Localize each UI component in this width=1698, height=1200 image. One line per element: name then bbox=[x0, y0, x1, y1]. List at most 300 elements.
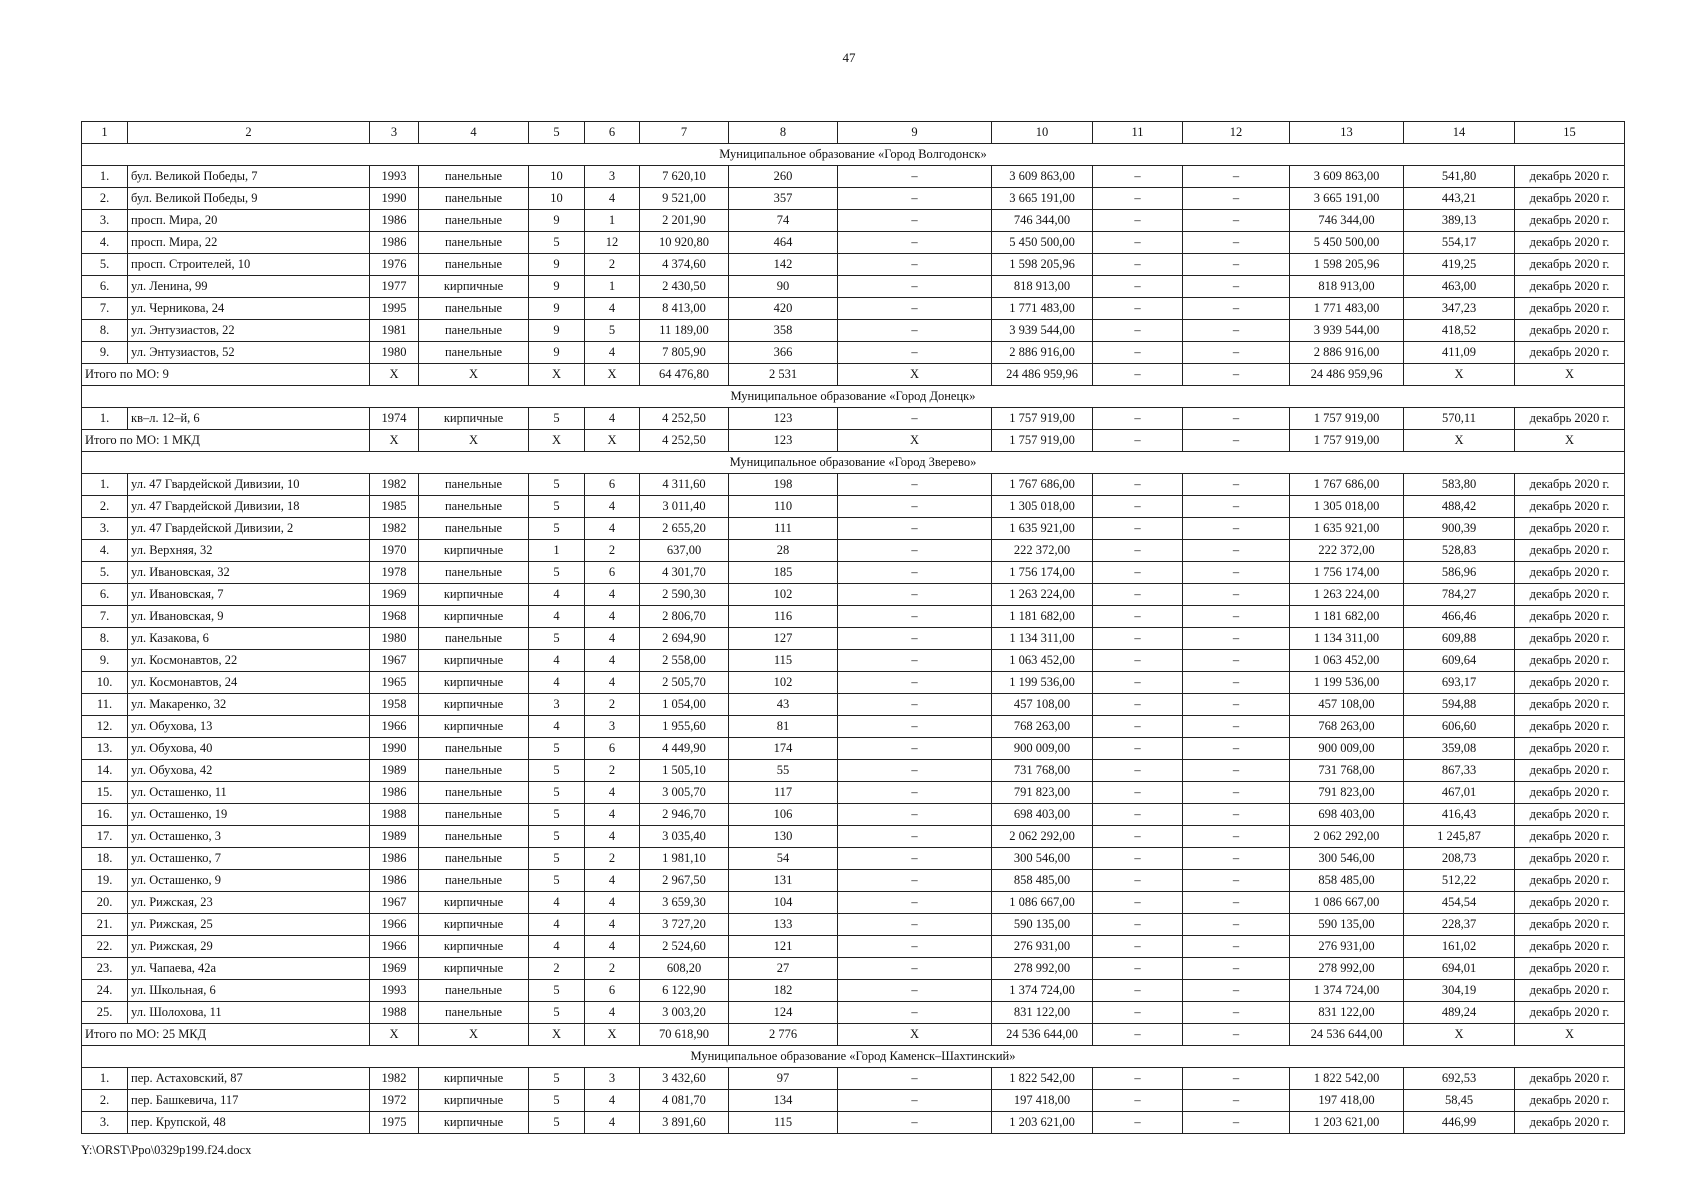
address-cell: ул. Казакова, 6 bbox=[128, 628, 370, 650]
total-label: Итого по МО: 9 bbox=[82, 364, 370, 386]
table-cell: 463,00 bbox=[1404, 276, 1515, 298]
address-cell: ул. Осташенко, 11 bbox=[128, 782, 370, 804]
table-cell: 4 bbox=[529, 892, 585, 914]
table-cell: 1 199 536,00 bbox=[992, 672, 1093, 694]
table-cell: 5 bbox=[529, 408, 585, 430]
table-cell: 1967 bbox=[370, 650, 419, 672]
address-cell: бул. Великой Победы, 9 bbox=[128, 188, 370, 210]
table-cell: 366 bbox=[729, 342, 838, 364]
row-number-cell: 2. bbox=[82, 188, 128, 210]
table-cell: 102 bbox=[729, 584, 838, 606]
total-cell: X bbox=[419, 1024, 529, 1046]
table-cell: 1977 bbox=[370, 276, 419, 298]
table-cell: 10 920,80 bbox=[640, 232, 729, 254]
table-cell: 3 bbox=[585, 1068, 640, 1090]
table-cell: – bbox=[838, 298, 992, 320]
table-cell: 1 134 311,00 bbox=[1290, 628, 1404, 650]
total-cell: X bbox=[529, 1024, 585, 1046]
table-row bbox=[82, 320, 1625, 342]
total-cell: X bbox=[370, 430, 419, 452]
table-cell: – bbox=[1183, 628, 1290, 650]
table-cell: декабрь 2020 г. bbox=[1515, 1068, 1625, 1090]
table-cell: 5 bbox=[529, 1112, 585, 1134]
table-cell: – bbox=[1093, 804, 1183, 826]
table-cell: 554,17 bbox=[1404, 232, 1515, 254]
total-label: Итого по МО: 25 МКД bbox=[82, 1024, 370, 1046]
table-cell: 6 bbox=[585, 738, 640, 760]
table-cell: декабрь 2020 г. bbox=[1515, 342, 1625, 364]
table-cell: 1 bbox=[585, 276, 640, 298]
table-cell: 4 bbox=[585, 1002, 640, 1024]
total-label: Итого по МО: 1 МКД bbox=[82, 430, 370, 452]
table-cell: – bbox=[1093, 1090, 1183, 1112]
table-cell: 7 620,10 bbox=[640, 166, 729, 188]
table-cell: 1968 bbox=[370, 606, 419, 628]
table-cell: 4 bbox=[585, 892, 640, 914]
table-row bbox=[82, 892, 1625, 914]
footer-file-path: Y:\ORST\Ppo\0329p199.f24.docx bbox=[81, 1143, 252, 1157]
table-cell: – bbox=[838, 254, 992, 276]
table-cell: – bbox=[1093, 342, 1183, 364]
row-number-cell: 2. bbox=[82, 496, 128, 518]
total-cell: 70 618,90 bbox=[640, 1024, 729, 1046]
table-cell: 3 665 191,00 bbox=[1290, 188, 1404, 210]
section-row bbox=[82, 452, 1625, 474]
table-cell: декабрь 2020 г. bbox=[1515, 782, 1625, 804]
table-cell: 3 035,40 bbox=[640, 826, 729, 848]
table-cell: 1 771 483,00 bbox=[1290, 298, 1404, 320]
table-cell: 1 134 311,00 bbox=[992, 628, 1093, 650]
row-number-cell: 14. bbox=[82, 760, 128, 782]
table-cell: 5 bbox=[529, 870, 585, 892]
table-cell: 58,45 bbox=[1404, 1090, 1515, 1112]
row-number-cell: 3. bbox=[82, 210, 128, 232]
table-cell: 900,39 bbox=[1404, 518, 1515, 540]
address-cell: ул. Черникова, 24 bbox=[128, 298, 370, 320]
total-cell: X bbox=[1404, 1024, 1515, 1046]
table-cell: панельные bbox=[419, 232, 529, 254]
table-cell: 2 505,70 bbox=[640, 672, 729, 694]
table-cell: – bbox=[1093, 980, 1183, 1002]
table-cell: 1 203 621,00 bbox=[992, 1112, 1093, 1134]
table-cell: 110 bbox=[729, 496, 838, 518]
table-cell: – bbox=[1183, 298, 1290, 320]
section-row bbox=[82, 1046, 1625, 1068]
table-row bbox=[82, 408, 1625, 430]
table-cell: декабрь 2020 г. bbox=[1515, 716, 1625, 738]
table-cell: 609,88 bbox=[1404, 628, 1515, 650]
table-cell: 134 bbox=[729, 1090, 838, 1112]
table-cell: 106 bbox=[729, 804, 838, 826]
table-cell: 4 bbox=[585, 1090, 640, 1112]
table-cell: декабрь 2020 г. bbox=[1515, 188, 1625, 210]
table-cell: 115 bbox=[729, 650, 838, 672]
section-title: Муниципальное образование «Город Волгодонск» bbox=[82, 144, 1625, 166]
table-cell: декабрь 2020 г. bbox=[1515, 320, 1625, 342]
table-cell: 4 bbox=[529, 914, 585, 936]
table-cell: – bbox=[838, 540, 992, 562]
table-cell: 1 822 542,00 bbox=[992, 1068, 1093, 1090]
total-cell: 1 757 919,00 bbox=[1290, 430, 1404, 452]
column-number: 14 bbox=[1404, 122, 1515, 144]
table-cell: – bbox=[838, 848, 992, 870]
table-cell: – bbox=[1183, 716, 1290, 738]
table-cell: панельные bbox=[419, 738, 529, 760]
table-cell: кирпичные bbox=[419, 606, 529, 628]
address-cell: просп. Мира, 20 bbox=[128, 210, 370, 232]
table-cell: 609,64 bbox=[1404, 650, 1515, 672]
table-cell: панельные bbox=[419, 1002, 529, 1024]
table-cell: декабрь 2020 г. bbox=[1515, 584, 1625, 606]
row-number-cell: 4. bbox=[82, 540, 128, 562]
row-number-cell: 21. bbox=[82, 914, 128, 936]
row-number-cell: 2. bbox=[82, 1090, 128, 1112]
table-cell: 121 bbox=[729, 936, 838, 958]
table-cell: – bbox=[838, 628, 992, 650]
address-cell: ул. Осташенко, 3 bbox=[128, 826, 370, 848]
table-cell: – bbox=[838, 782, 992, 804]
table-cell: – bbox=[1183, 980, 1290, 1002]
table-cell: – bbox=[1093, 848, 1183, 870]
table-cell: 55 bbox=[729, 760, 838, 782]
section-title: Муниципальное образование «Город Каменск–Шахтинский» bbox=[82, 1046, 1625, 1068]
address-cell: ул. Космонавтов, 24 bbox=[128, 672, 370, 694]
table-cell: 5 bbox=[529, 738, 585, 760]
table-cell: – bbox=[1093, 606, 1183, 628]
table-cell: декабрь 2020 г. bbox=[1515, 210, 1625, 232]
table-cell: – bbox=[1183, 540, 1290, 562]
table-cell: – bbox=[1093, 782, 1183, 804]
table-cell: 12 bbox=[585, 232, 640, 254]
table-cell: 608,20 bbox=[640, 958, 729, 980]
table-cell: – bbox=[838, 232, 992, 254]
total-cell: 24 536 644,00 bbox=[992, 1024, 1093, 1046]
row-number-cell: 6. bbox=[82, 584, 128, 606]
table-row bbox=[82, 276, 1625, 298]
table-cell: 1 505,10 bbox=[640, 760, 729, 782]
column-number: 8 bbox=[729, 122, 838, 144]
table-cell: 1 767 686,00 bbox=[1290, 474, 1404, 496]
column-number: 11 bbox=[1093, 122, 1183, 144]
table-cell: – bbox=[1093, 298, 1183, 320]
table-cell: 276 931,00 bbox=[992, 936, 1093, 958]
table-cell: 1 955,60 bbox=[640, 716, 729, 738]
table-cell: 411,09 bbox=[1404, 342, 1515, 364]
table-row bbox=[82, 188, 1625, 210]
table-cell: 1995 bbox=[370, 298, 419, 320]
table-cell: 1 245,87 bbox=[1404, 826, 1515, 848]
table-cell: 768 263,00 bbox=[992, 716, 1093, 738]
table-cell: 3 939 544,00 bbox=[1290, 320, 1404, 342]
address-cell: ул. Энтузиастов, 52 bbox=[128, 342, 370, 364]
table-cell: 11 189,00 bbox=[640, 320, 729, 342]
table-cell: декабрь 2020 г. bbox=[1515, 694, 1625, 716]
table-cell: панельные bbox=[419, 760, 529, 782]
table-cell: 124 bbox=[729, 1002, 838, 1024]
table-cell: 900 009,00 bbox=[992, 738, 1093, 760]
table-cell: 4 bbox=[585, 496, 640, 518]
table-cell: 300 546,00 bbox=[992, 848, 1093, 870]
table-cell: 1980 bbox=[370, 628, 419, 650]
table-cell: 4 bbox=[585, 782, 640, 804]
table-row bbox=[82, 210, 1625, 232]
table-cell: – bbox=[1183, 232, 1290, 254]
table-cell: 130 bbox=[729, 826, 838, 848]
column-number: 3 bbox=[370, 122, 419, 144]
table-cell: – bbox=[1093, 936, 1183, 958]
table-cell: 1986 bbox=[370, 870, 419, 892]
table-cell: 693,17 bbox=[1404, 672, 1515, 694]
table-cell: – bbox=[838, 1090, 992, 1112]
total-cell: 24 536 644,00 bbox=[1290, 1024, 1404, 1046]
table-cell: 389,13 bbox=[1404, 210, 1515, 232]
table-cell: 4 374,60 bbox=[640, 254, 729, 276]
table-cell: панельные bbox=[419, 628, 529, 650]
table-cell: панельные bbox=[419, 518, 529, 540]
table-cell: 54 bbox=[729, 848, 838, 870]
table-cell: декабрь 2020 г. bbox=[1515, 1090, 1625, 1112]
table-cell: 637,00 bbox=[640, 540, 729, 562]
table-cell: кирпичные bbox=[419, 892, 529, 914]
total-row bbox=[82, 430, 1625, 452]
table-cell: 443,21 bbox=[1404, 188, 1515, 210]
table-cell: 4 449,90 bbox=[640, 738, 729, 760]
table-cell: – bbox=[1093, 540, 1183, 562]
row-number-cell: 19. bbox=[82, 870, 128, 892]
table-cell: – bbox=[1093, 672, 1183, 694]
total-cell: X bbox=[419, 364, 529, 386]
table-cell: декабрь 2020 г. bbox=[1515, 474, 1625, 496]
table-cell: кирпичные bbox=[419, 1090, 529, 1112]
table-cell: 2 bbox=[529, 958, 585, 980]
table-cell: – bbox=[1183, 408, 1290, 430]
table-cell: 111 bbox=[729, 518, 838, 540]
table-cell: – bbox=[838, 958, 992, 980]
row-number-cell: 8. bbox=[82, 320, 128, 342]
table-row bbox=[82, 606, 1625, 628]
table-row bbox=[82, 980, 1625, 1002]
table-cell: – bbox=[838, 980, 992, 1002]
table-cell: 278 992,00 bbox=[1290, 958, 1404, 980]
table-cell: – bbox=[838, 1068, 992, 1090]
table-cell: 5 450 500,00 bbox=[992, 232, 1093, 254]
table-cell: 6 122,90 bbox=[640, 980, 729, 1002]
table-cell: – bbox=[1183, 1112, 1290, 1134]
table-cell: 590 135,00 bbox=[1290, 914, 1404, 936]
table-cell: 6 bbox=[585, 474, 640, 496]
table-row bbox=[82, 496, 1625, 518]
table-cell: 791 823,00 bbox=[992, 782, 1093, 804]
table-cell: 5 bbox=[585, 320, 640, 342]
table-cell: 2 886 916,00 bbox=[1290, 342, 1404, 364]
table-row bbox=[82, 782, 1625, 804]
address-cell: ул. Рижская, 25 bbox=[128, 914, 370, 936]
table-cell: 457 108,00 bbox=[992, 694, 1093, 716]
section-row bbox=[82, 386, 1625, 408]
table-cell: 3 005,70 bbox=[640, 782, 729, 804]
table-cell: 27 bbox=[729, 958, 838, 980]
table-cell: 1985 bbox=[370, 496, 419, 518]
table-cell: 2 bbox=[585, 254, 640, 276]
total-cell: X bbox=[370, 1024, 419, 1046]
table-cell: декабрь 2020 г. bbox=[1515, 980, 1625, 1002]
row-number-cell: 5. bbox=[82, 562, 128, 584]
table-cell: панельные bbox=[419, 804, 529, 826]
table-cell: декабрь 2020 г. bbox=[1515, 298, 1625, 320]
table-cell: 102 bbox=[729, 672, 838, 694]
table-cell: 2 bbox=[585, 694, 640, 716]
table-cell: 81 bbox=[729, 716, 838, 738]
table-cell: 9 bbox=[529, 298, 585, 320]
table-cell: 4 bbox=[585, 584, 640, 606]
table-cell: 446,99 bbox=[1404, 1112, 1515, 1134]
table-cell: 4 bbox=[529, 584, 585, 606]
table-cell: 541,80 bbox=[1404, 166, 1515, 188]
table-cell: – bbox=[838, 760, 992, 782]
table-cell: 1993 bbox=[370, 166, 419, 188]
table-cell: 9 521,00 bbox=[640, 188, 729, 210]
table-cell: кирпичные bbox=[419, 672, 529, 694]
table-cell: 1958 bbox=[370, 694, 419, 716]
table-cell: 1966 bbox=[370, 914, 419, 936]
table-cell: 198 bbox=[729, 474, 838, 496]
table-cell: 1972 bbox=[370, 1090, 419, 1112]
table-cell: 1986 bbox=[370, 848, 419, 870]
table-cell: 1974 bbox=[370, 408, 419, 430]
total-cell: – bbox=[1093, 430, 1183, 452]
address-cell: ул. Обухова, 40 bbox=[128, 738, 370, 760]
table-cell: – bbox=[838, 276, 992, 298]
table-cell: – bbox=[838, 606, 992, 628]
row-number-cell: 7. bbox=[82, 606, 128, 628]
table-cell: – bbox=[1183, 606, 1290, 628]
table-cell: – bbox=[1183, 870, 1290, 892]
table-cell: 746 344,00 bbox=[992, 210, 1093, 232]
table-cell: кирпичные bbox=[419, 650, 529, 672]
table-cell: 2 bbox=[585, 540, 640, 562]
table-cell: 5 bbox=[529, 1002, 585, 1024]
table-cell: – bbox=[838, 892, 992, 914]
table-cell: 185 bbox=[729, 562, 838, 584]
table-row bbox=[82, 1090, 1625, 1112]
address-cell: ул. Макаренко, 32 bbox=[128, 694, 370, 716]
table-cell: – bbox=[1093, 1068, 1183, 1090]
table-cell: 304,19 bbox=[1404, 980, 1515, 1002]
row-number-cell: 1. bbox=[82, 408, 128, 430]
table-row bbox=[82, 166, 1625, 188]
column-number: 4 bbox=[419, 122, 529, 144]
table-cell: 4 bbox=[585, 650, 640, 672]
table-row bbox=[82, 848, 1625, 870]
table-cell: 1982 bbox=[370, 474, 419, 496]
section-row bbox=[82, 144, 1625, 166]
table-cell: 4 bbox=[585, 298, 640, 320]
table-cell: – bbox=[1183, 914, 1290, 936]
table-cell: 1 263 224,00 bbox=[1290, 584, 1404, 606]
table-cell: 1 305 018,00 bbox=[992, 496, 1093, 518]
table-cell: 161,02 bbox=[1404, 936, 1515, 958]
total-cell: X bbox=[370, 364, 419, 386]
table-cell: декабрь 2020 г. bbox=[1515, 232, 1625, 254]
table-cell: 197 418,00 bbox=[992, 1090, 1093, 1112]
table-row bbox=[82, 540, 1625, 562]
table-cell: декабрь 2020 г. bbox=[1515, 1112, 1625, 1134]
table-cell: 131 bbox=[729, 870, 838, 892]
total-cell: 1 757 919,00 bbox=[992, 430, 1093, 452]
table-cell: – bbox=[1183, 276, 1290, 298]
table-cell: 466,46 bbox=[1404, 606, 1515, 628]
table-cell: декабрь 2020 г. bbox=[1515, 276, 1625, 298]
table-cell: – bbox=[1093, 826, 1183, 848]
table-cell: 692,53 bbox=[1404, 1068, 1515, 1090]
table-cell: 174 bbox=[729, 738, 838, 760]
table-cell: 4 bbox=[529, 716, 585, 738]
table-cell: 4 bbox=[529, 672, 585, 694]
table-cell: 9 bbox=[529, 342, 585, 364]
table-cell: 4 bbox=[529, 650, 585, 672]
table-cell: 4 bbox=[585, 914, 640, 936]
table-cell: 5 bbox=[529, 1090, 585, 1112]
table-cell: – bbox=[1093, 738, 1183, 760]
table-cell: 142 bbox=[729, 254, 838, 276]
column-number: 12 bbox=[1183, 122, 1290, 144]
table-cell: декабрь 2020 г. bbox=[1515, 606, 1625, 628]
row-number-cell: 18. bbox=[82, 848, 128, 870]
table-cell: 1 757 919,00 bbox=[1290, 408, 1404, 430]
table-cell: панельные bbox=[419, 980, 529, 1002]
table-cell: 4 bbox=[585, 342, 640, 364]
page-number: 47 bbox=[842, 50, 856, 65]
table-cell: – bbox=[838, 716, 992, 738]
table-cell: – bbox=[838, 210, 992, 232]
table-cell: 418,52 bbox=[1404, 320, 1515, 342]
table-cell: 127 bbox=[729, 628, 838, 650]
total-cell: 2 531 bbox=[729, 364, 838, 386]
table-cell: кирпичные bbox=[419, 914, 529, 936]
table-cell: 5 bbox=[529, 782, 585, 804]
table-cell: 43 bbox=[729, 694, 838, 716]
table-cell: 1 086 667,00 bbox=[992, 892, 1093, 914]
table-row bbox=[82, 518, 1625, 540]
table-cell: 420 bbox=[729, 298, 838, 320]
table-cell: панельные bbox=[419, 342, 529, 364]
table-cell: – bbox=[1183, 804, 1290, 826]
table-cell: 3 665 191,00 bbox=[992, 188, 1093, 210]
table-cell: 1986 bbox=[370, 782, 419, 804]
table-cell: декабрь 2020 г. bbox=[1515, 562, 1625, 584]
table-cell: – bbox=[1183, 210, 1290, 232]
row-number-cell: 4. bbox=[82, 232, 128, 254]
housing-table bbox=[81, 121, 1625, 1134]
column-number: 6 bbox=[585, 122, 640, 144]
table-cell: 2 062 292,00 bbox=[1290, 826, 1404, 848]
table-cell: 1 756 174,00 bbox=[992, 562, 1093, 584]
row-number-cell: 22. bbox=[82, 936, 128, 958]
table-cell: панельные bbox=[419, 782, 529, 804]
table-cell: 467,01 bbox=[1404, 782, 1515, 804]
total-cell: X bbox=[1515, 430, 1625, 452]
table-cell: – bbox=[1183, 958, 1290, 980]
total-row bbox=[82, 1024, 1625, 1046]
table-row bbox=[82, 1112, 1625, 1134]
total-cell: X bbox=[419, 430, 529, 452]
table-cell: 2 bbox=[585, 848, 640, 870]
table-cell: декабрь 2020 г. bbox=[1515, 760, 1625, 782]
table-cell: – bbox=[1093, 914, 1183, 936]
total-cell: – bbox=[1183, 364, 1290, 386]
table-row bbox=[82, 694, 1625, 716]
table-cell: 768 263,00 bbox=[1290, 716, 1404, 738]
